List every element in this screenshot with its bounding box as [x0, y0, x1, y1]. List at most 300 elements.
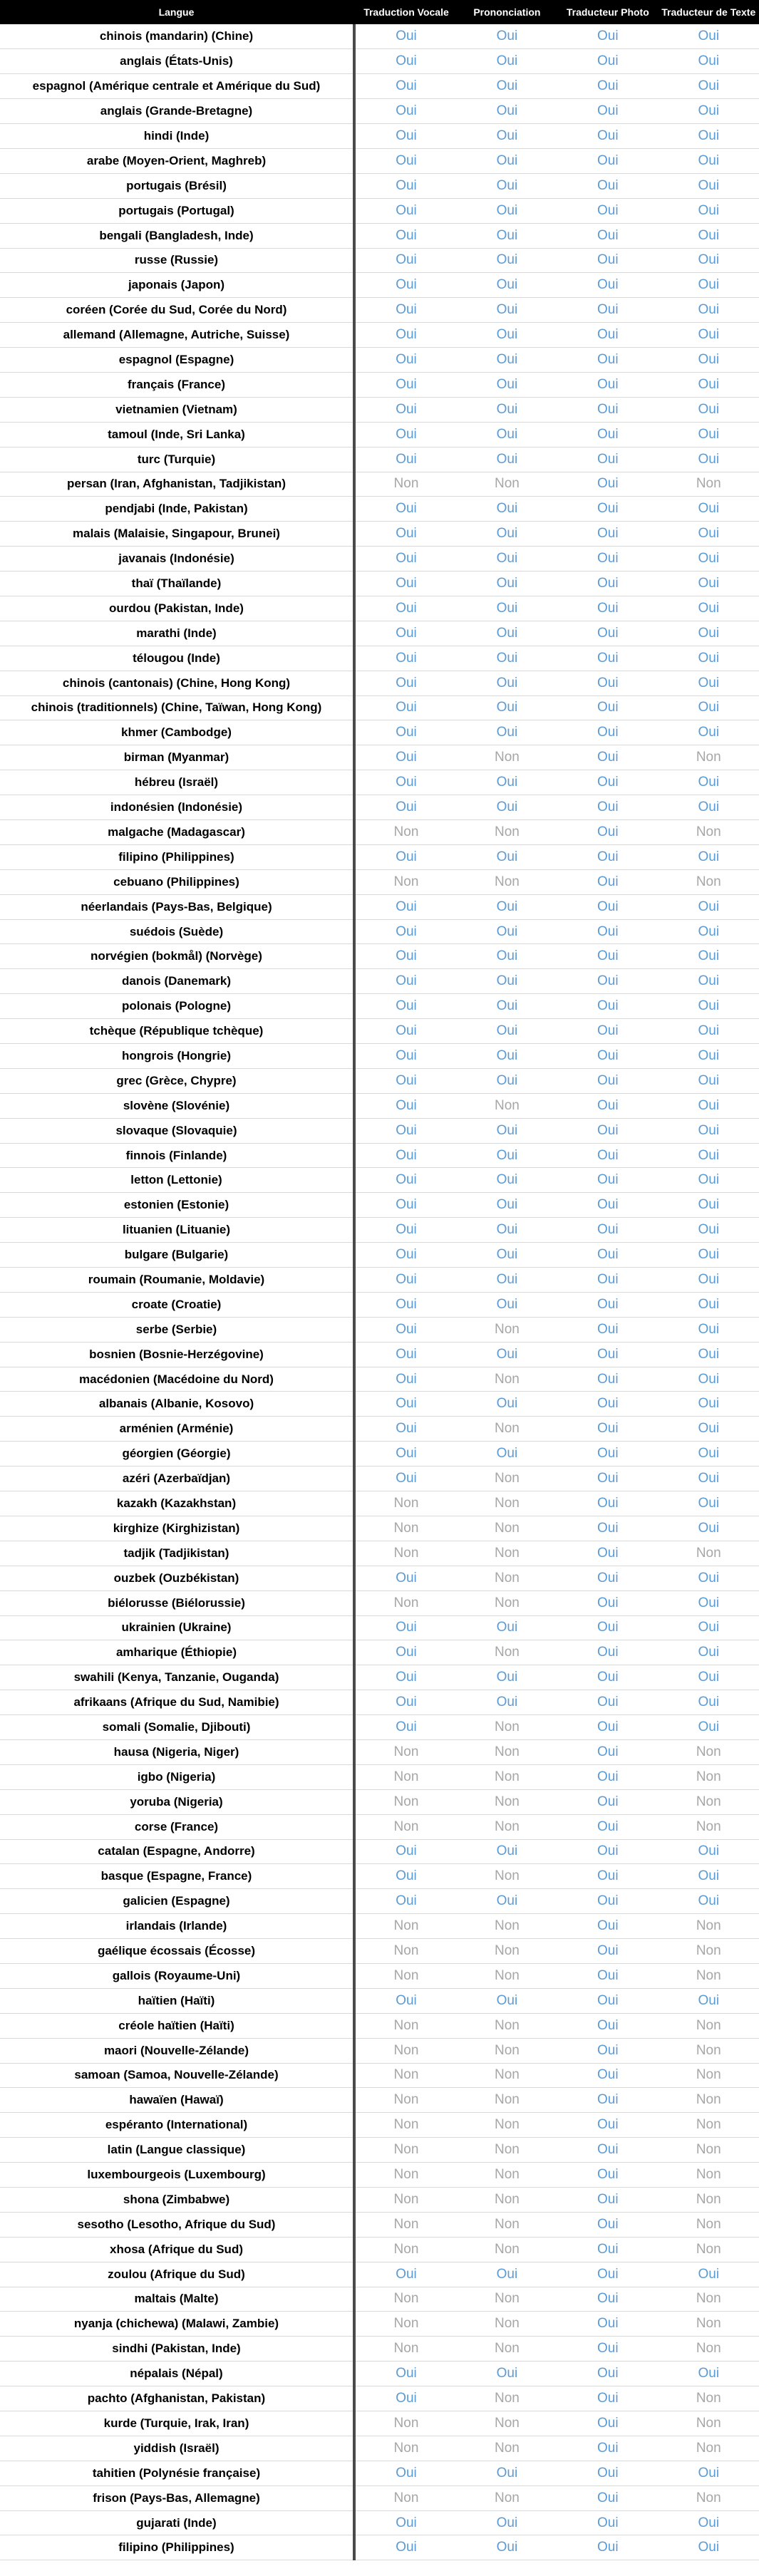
voice-translation-cell: Non	[356, 2187, 456, 2212]
text-translator-cell: Oui	[659, 944, 759, 969]
language-name: somali (Somalie, Djibouti)	[0, 1715, 353, 1740]
language-name: kirghize (Kirghizistan)	[0, 1516, 353, 1541]
language-name: tamoul (Inde, Sri Lanka)	[0, 422, 353, 447]
voice-translation-cell: Non	[356, 2138, 456, 2163]
text-translator-cell: Oui	[659, 1690, 759, 1715]
photo-translator-cell: Oui	[557, 49, 658, 74]
table-row	[0, 1442, 759, 1467]
table-row	[0, 1342, 759, 1367]
table-row	[0, 2138, 759, 2163]
pronunciation-cell: Oui	[457, 372, 557, 397]
text-translator-cell: Oui	[659, 2362, 759, 2386]
text-translator-cell: Non	[659, 2237, 759, 2262]
photo-translator-cell: Oui	[557, 1889, 658, 1914]
table-row	[0, 2063, 759, 2088]
table-row	[0, 2535, 759, 2560]
pronunciation-cell: Oui	[457, 173, 557, 198]
language-name: hébreu (Israël)	[0, 770, 353, 795]
pronunciation-cell: Non	[457, 869, 557, 894]
pronunciation-cell: Oui	[457, 1193, 557, 1218]
pronunciation-cell: Oui	[457, 348, 557, 373]
photo-translator-cell: Oui	[557, 1789, 658, 1814]
photo-translator-cell: Oui	[557, 1739, 658, 1764]
voice-translation-cell: Oui	[356, 173, 456, 198]
table-row	[0, 994, 759, 1019]
table-row	[0, 1789, 759, 1814]
pronunciation-cell: Oui	[457, 770, 557, 795]
language-name: roumain (Roumanie, Moldavie)	[0, 1268, 353, 1293]
photo-translator-cell: Oui	[557, 969, 658, 994]
table-row	[0, 1118, 759, 1143]
language-name: sesotho (Lesotho, Afrique du Sud)	[0, 2212, 353, 2237]
photo-translator-cell: Oui	[557, 2436, 658, 2461]
voice-translation-cell: Non	[356, 1814, 456, 1839]
language-name: chinois (cantonais) (Chine, Hong Kong)	[0, 671, 353, 695]
language-name: polonais (Pologne)	[0, 994, 353, 1019]
pronunciation-cell: Oui	[457, 248, 557, 273]
table-row	[0, 298, 759, 323]
text-translator-cell: Oui	[659, 1143, 759, 1168]
photo-translator-cell: Oui	[557, 497, 658, 522]
voice-translation-cell: Non	[356, 2063, 456, 2088]
language-name: créole haïtien (Haïti)	[0, 2013, 353, 2038]
pronunciation-cell: Oui	[457, 2535, 557, 2560]
table-row	[0, 198, 759, 223]
text-translator-cell: Oui	[659, 2262, 759, 2287]
voice-translation-cell: Oui	[356, 1889, 456, 1914]
language-name: géorgien (Géorgie)	[0, 1442, 353, 1467]
photo-translator-cell: Oui	[557, 1317, 658, 1342]
text-translator-cell: Oui	[659, 49, 759, 74]
language-name: allemand (Allemagne, Autriche, Suisse)	[0, 323, 353, 348]
text-translator-cell: Oui	[659, 422, 759, 447]
language-name: hindi (Inde)	[0, 124, 353, 149]
table-row	[0, 1541, 759, 1566]
text-translator-cell: Oui	[659, 1590, 759, 1615]
pronunciation-cell: Non	[457, 1789, 557, 1814]
table-row	[0, 571, 759, 596]
table-row	[0, 844, 759, 869]
photo-translator-cell: Oui	[557, 1193, 658, 1218]
table-row	[0, 24, 759, 49]
photo-translator-cell: Oui	[557, 1566, 658, 1590]
pronunciation-cell: Oui	[457, 844, 557, 869]
text-translator-cell: Oui	[659, 298, 759, 323]
text-translator-cell: Oui	[659, 1019, 759, 1044]
table-row	[0, 1814, 759, 1839]
pronunciation-cell: Non	[457, 1367, 557, 1392]
text-translator-cell: Oui	[659, 1715, 759, 1740]
photo-translator-cell: Oui	[557, 2362, 658, 2386]
table-row	[0, 49, 759, 74]
table-row	[0, 1218, 759, 1243]
voice-translation-cell: Non	[356, 1516, 456, 1541]
photo-translator-cell: Oui	[557, 298, 658, 323]
language-name: indonésien (Indonésie)	[0, 795, 353, 820]
text-translator-cell: Oui	[659, 919, 759, 944]
table-row	[0, 1939, 759, 1964]
pronunciation-cell: Oui	[457, 99, 557, 124]
table-row	[0, 2088, 759, 2113]
pronunciation-cell: Oui	[457, 1044, 557, 1069]
voice-translation-cell: Oui	[356, 1367, 456, 1392]
table-row	[0, 2337, 759, 2362]
table-row	[0, 2312, 759, 2337]
language-name: luxembourgeois (Luxembourg)	[0, 2163, 353, 2188]
text-translator-cell: Oui	[659, 1839, 759, 1864]
voice-translation-cell: Non	[356, 2287, 456, 2312]
photo-translator-cell: Oui	[557, 1690, 658, 1715]
pronunciation-cell: Oui	[457, 2510, 557, 2535]
pronunciation-cell: Non	[457, 2187, 557, 2212]
language-name: filipino (Philippines)	[0, 2535, 353, 2560]
language-name: birman (Myanmar)	[0, 745, 353, 770]
photo-translator-cell: Oui	[557, 1118, 658, 1143]
table-row	[0, 2386, 759, 2411]
pronunciation-cell: Oui	[457, 148, 557, 173]
language-name: croate (Croatie)	[0, 1292, 353, 1317]
text-translator-cell: Oui	[659, 223, 759, 248]
photo-translator-cell: Oui	[557, 1640, 658, 1665]
pronunciation-cell: Non	[457, 1764, 557, 1789]
photo-translator-cell: Oui	[557, 1665, 658, 1690]
voice-translation-cell: Oui	[356, 1615, 456, 1640]
text-translator-cell: Oui	[659, 1889, 759, 1914]
voice-translation-cell: Oui	[356, 1093, 456, 1118]
voice-translation-cell: Oui	[356, 2461, 456, 2486]
language-name: amharique (Éthiopie)	[0, 1640, 353, 1665]
text-translator-cell: Oui	[659, 571, 759, 596]
photo-translator-cell: Oui	[557, 2113, 658, 2138]
voice-translation-cell: Non	[356, 2337, 456, 2362]
photo-translator-cell: Oui	[557, 1268, 658, 1293]
pronunciation-cell: Non	[457, 2486, 557, 2510]
language-name: malgache (Madagascar)	[0, 820, 353, 845]
language-name: samoan (Samoa, Nouvelle-Zélande)	[0, 2063, 353, 2088]
language-name: thaï (Thaïlande)	[0, 571, 353, 596]
text-translator-cell: Oui	[659, 348, 759, 373]
language-name: sindhi (Pakistan, Inde)	[0, 2337, 353, 2362]
pronunciation-cell: Non	[457, 1739, 557, 1764]
photo-translator-cell: Oui	[557, 223, 658, 248]
table-row	[0, 1516, 759, 1541]
table-row	[0, 1566, 759, 1590]
photo-translator-cell: Oui	[557, 173, 658, 198]
pronunciation-cell: Oui	[457, 2262, 557, 2287]
photo-translator-cell: Oui	[557, 1019, 658, 1044]
photo-translator-cell: Oui	[557, 1044, 658, 1069]
table-row	[0, 2038, 759, 2063]
text-translator-cell: Oui	[659, 1491, 759, 1516]
voice-translation-cell: Oui	[356, 1292, 456, 1317]
photo-translator-cell: Oui	[557, 2411, 658, 2436]
voice-translation-cell: Oui	[356, 994, 456, 1019]
pronunciation-cell: Non	[457, 1939, 557, 1964]
voice-translation-cell: Non	[356, 1963, 456, 1988]
table-body	[0, 24, 759, 2560]
photo-translator-cell: Oui	[557, 1814, 658, 1839]
language-name: macédonien (Macédoine du Nord)	[0, 1367, 353, 1392]
pronunciation-cell: Non	[457, 2113, 557, 2138]
photo-translator-cell: Oui	[557, 2212, 658, 2237]
voice-translation-cell: Non	[356, 1541, 456, 1566]
table-row	[0, 2113, 759, 2138]
table-row	[0, 223, 759, 248]
language-name: swahili (Kenya, Tanzanie, Ouganda)	[0, 1665, 353, 1690]
table-header	[0, 0, 759, 24]
voice-translation-cell: Oui	[356, 2386, 456, 2411]
voice-translation-cell: Oui	[356, 2535, 456, 2560]
table-row	[0, 397, 759, 422]
pronunciation-cell: Oui	[457, 522, 557, 547]
photo-translator-cell: Oui	[557, 74, 658, 99]
header-pronunciation: Prononciation	[473, 6, 541, 18]
table-row	[0, 273, 759, 298]
photo-translator-cell: Oui	[557, 2237, 658, 2262]
text-translator-cell: Oui	[659, 1268, 759, 1293]
photo-translator-cell: Oui	[557, 2187, 658, 2212]
photo-translator-cell: Oui	[557, 1367, 658, 1392]
photo-translator-cell: Oui	[557, 1939, 658, 1964]
voice-translation-cell: Oui	[356, 621, 456, 646]
table-row	[0, 472, 759, 497]
text-translator-cell: Oui	[659, 770, 759, 795]
pronunciation-cell: Oui	[457, 1068, 557, 1093]
language-name: portugais (Portugal)	[0, 198, 353, 223]
table-row	[0, 695, 759, 720]
text-translator-cell: Non	[659, 1541, 759, 1566]
pronunciation-cell: Oui	[457, 671, 557, 695]
pronunciation-cell: Oui	[457, 1665, 557, 1690]
voice-translation-cell: Oui	[356, 1218, 456, 1243]
pronunciation-cell: Oui	[457, 1392, 557, 1417]
pronunciation-cell: Oui	[457, 1243, 557, 1268]
text-translator-cell: Oui	[659, 1317, 759, 1342]
voice-translation-cell: Oui	[356, 1118, 456, 1143]
pronunciation-cell: Oui	[457, 695, 557, 720]
language-name: télougou (Inde)	[0, 646, 353, 671]
table-row	[0, 2362, 759, 2386]
pronunciation-cell: Oui	[457, 447, 557, 472]
language-name: chinois (traditionnels) (Chine, Taïwan, Hong Kong)	[0, 695, 353, 720]
language-name: arménien (Arménie)	[0, 1417, 353, 1442]
pronunciation-cell: Non	[457, 472, 557, 497]
pronunciation-cell: Non	[457, 2436, 557, 2461]
table-row	[0, 1243, 759, 1268]
table-row	[0, 2013, 759, 2038]
language-name: zoulou (Afrique du Sud)	[0, 2262, 353, 2287]
voice-translation-cell: Oui	[356, 571, 456, 596]
photo-translator-cell: Oui	[557, 571, 658, 596]
language-name: japonais (Japon)	[0, 273, 353, 298]
text-translator-cell: Oui	[659, 24, 759, 49]
table-row	[0, 348, 759, 373]
voice-translation-cell: Non	[356, 472, 456, 497]
voice-translation-cell: Oui	[356, 1566, 456, 1590]
text-translator-cell: Oui	[659, 844, 759, 869]
text-translator-cell: Non	[659, 1939, 759, 1964]
voice-translation-cell: Oui	[356, 547, 456, 571]
pronunciation-cell: Non	[457, 2013, 557, 2038]
photo-translator-cell: Oui	[557, 1243, 658, 1268]
pronunciation-cell: Oui	[457, 1988, 557, 2013]
pronunciation-cell: Non	[457, 1914, 557, 1939]
language-name: grec (Grèce, Chypre)	[0, 1068, 353, 1093]
table-row	[0, 820, 759, 845]
table-row	[0, 969, 759, 994]
photo-translator-cell: Oui	[557, 844, 658, 869]
photo-translator-cell: Oui	[557, 273, 658, 298]
text-translator-cell: Non	[659, 1764, 759, 1789]
photo-translator-cell: Oui	[557, 2535, 658, 2560]
language-name: anglais (Grande-Bretagne)	[0, 99, 353, 124]
voice-translation-cell: Oui	[356, 49, 456, 74]
table-row	[0, 894, 759, 919]
voice-translation-cell: Oui	[356, 969, 456, 994]
pronunciation-cell: Non	[457, 2088, 557, 2113]
voice-translation-cell: Oui	[356, 1839, 456, 1864]
text-translator-cell: Oui	[659, 1168, 759, 1193]
text-translator-cell: Non	[659, 745, 759, 770]
voice-translation-cell: Non	[356, 1914, 456, 1939]
text-translator-cell: Non	[659, 1814, 759, 1839]
voice-translation-cell: Oui	[356, 745, 456, 770]
header-language: Langue	[158, 6, 195, 18]
voice-translation-cell: Oui	[356, 1640, 456, 1665]
photo-translator-cell: Oui	[557, 869, 658, 894]
text-translator-cell: Non	[659, 869, 759, 894]
language-name: ouzbek (Ouzbékistan)	[0, 1566, 353, 1590]
language-name: pendjabi (Inde, Pakistan)	[0, 497, 353, 522]
language-name: irlandais (Irlande)	[0, 1914, 353, 1939]
language-name: tahitien (Polynésie française)	[0, 2461, 353, 2486]
text-translator-cell: Oui	[659, 497, 759, 522]
table-row	[0, 1093, 759, 1118]
pronunciation-cell: Oui	[457, 1168, 557, 1193]
pronunciation-cell: Non	[457, 2312, 557, 2337]
photo-translator-cell: Oui	[557, 348, 658, 373]
pronunciation-cell: Non	[457, 2138, 557, 2163]
text-translator-cell: Oui	[659, 372, 759, 397]
voice-translation-cell: Oui	[356, 24, 456, 49]
voice-translation-cell: Oui	[356, 422, 456, 447]
pronunciation-cell: Oui	[457, 422, 557, 447]
voice-translation-cell: Oui	[356, 273, 456, 298]
language-name: letton (Lettonie)	[0, 1168, 353, 1193]
pronunciation-cell: Oui	[457, 1442, 557, 1467]
photo-translator-cell: Oui	[557, 795, 658, 820]
language-name: espagnol (Amérique centrale et Amérique du Sud)	[0, 74, 353, 99]
language-name: danois (Danemark)	[0, 969, 353, 994]
voice-translation-cell: Non	[356, 2237, 456, 2262]
photo-translator-cell: Oui	[557, 447, 658, 472]
language-name: bengali (Bangladesh, Inde)	[0, 223, 353, 248]
pronunciation-cell: Non	[457, 2163, 557, 2188]
table-row	[0, 944, 759, 969]
photo-translator-cell: Oui	[557, 2386, 658, 2411]
voice-translation-cell: Oui	[356, 944, 456, 969]
pronunciation-cell: Oui	[457, 720, 557, 745]
table-row	[0, 869, 759, 894]
text-translator-cell: Oui	[659, 695, 759, 720]
table-row	[0, 2237, 759, 2262]
photo-translator-cell: Oui	[557, 1516, 658, 1541]
pronunciation-cell: Non	[457, 1566, 557, 1590]
photo-translator-cell: Oui	[557, 894, 658, 919]
table-row	[0, 74, 759, 99]
table-row	[0, 621, 759, 646]
table-row	[0, 1715, 759, 1740]
voice-translation-cell: Oui	[356, 795, 456, 820]
text-translator-cell: Non	[659, 2337, 759, 2362]
pronunciation-cell: Oui	[457, 24, 557, 49]
language-name: shona (Zimbabwe)	[0, 2187, 353, 2212]
table-row	[0, 770, 759, 795]
voice-translation-cell: Non	[356, 2163, 456, 2188]
photo-translator-cell: Oui	[557, 944, 658, 969]
voice-translation-cell: Non	[356, 1739, 456, 1764]
table-row	[0, 1665, 759, 1690]
pronunciation-cell: Non	[457, 1093, 557, 1118]
voice-translation-cell: Oui	[356, 1715, 456, 1740]
text-translator-cell: Non	[659, 2187, 759, 2212]
voice-translation-cell: Oui	[356, 1044, 456, 1069]
language-name: anglais (États-Unis)	[0, 49, 353, 74]
table-row	[0, 1690, 759, 1715]
language-name: suédois (Suède)	[0, 919, 353, 944]
voice-translation-cell: Oui	[356, 1243, 456, 1268]
pronunciation-cell: Non	[457, 1516, 557, 1541]
photo-translator-cell: Oui	[557, 695, 658, 720]
photo-translator-cell: Oui	[557, 2013, 658, 2038]
voice-translation-cell: Oui	[356, 447, 456, 472]
photo-translator-cell: Oui	[557, 1491, 658, 1516]
text-translator-cell: Oui	[659, 1292, 759, 1317]
text-translator-cell: Oui	[659, 1442, 759, 1467]
photo-translator-cell: Oui	[557, 2287, 658, 2312]
text-translator-cell: Oui	[659, 1243, 759, 1268]
table-row	[0, 1963, 759, 1988]
pronunciation-cell: Oui	[457, 74, 557, 99]
photo-translator-cell: Oui	[557, 2312, 658, 2337]
language-name: bosnien (Bosnie-Herzégovine)	[0, 1342, 353, 1367]
language-name: hausa (Nigeria, Niger)	[0, 1739, 353, 1764]
voice-translation-cell: Oui	[356, 695, 456, 720]
voice-translation-cell: Oui	[356, 198, 456, 223]
language-name: français (France)	[0, 372, 353, 397]
text-translator-cell: Non	[659, 820, 759, 845]
voice-translation-cell: Oui	[356, 1268, 456, 1293]
table-row	[0, 1615, 759, 1640]
pronunciation-cell: Oui	[457, 646, 557, 671]
photo-translator-cell: Oui	[557, 1218, 658, 1243]
table-row	[0, 148, 759, 173]
table-row	[0, 124, 759, 149]
language-name: malais (Malaisie, Singapour, Brunei)	[0, 522, 353, 547]
text-translator-cell: Oui	[659, 894, 759, 919]
language-name: chinois (mandarin) (Chine)	[0, 24, 353, 49]
text-translator-cell: Oui	[659, 646, 759, 671]
text-translator-cell: Oui	[659, 795, 759, 820]
pronunciation-cell: Oui	[457, 273, 557, 298]
voice-translation-cell: Non	[356, 820, 456, 845]
table-row	[0, 2486, 759, 2510]
table-row	[0, 497, 759, 522]
photo-translator-cell: Oui	[557, 99, 658, 124]
table-row	[0, 99, 759, 124]
language-name: slovaque (Slovaquie)	[0, 1118, 353, 1143]
text-translator-cell: Oui	[659, 596, 759, 621]
